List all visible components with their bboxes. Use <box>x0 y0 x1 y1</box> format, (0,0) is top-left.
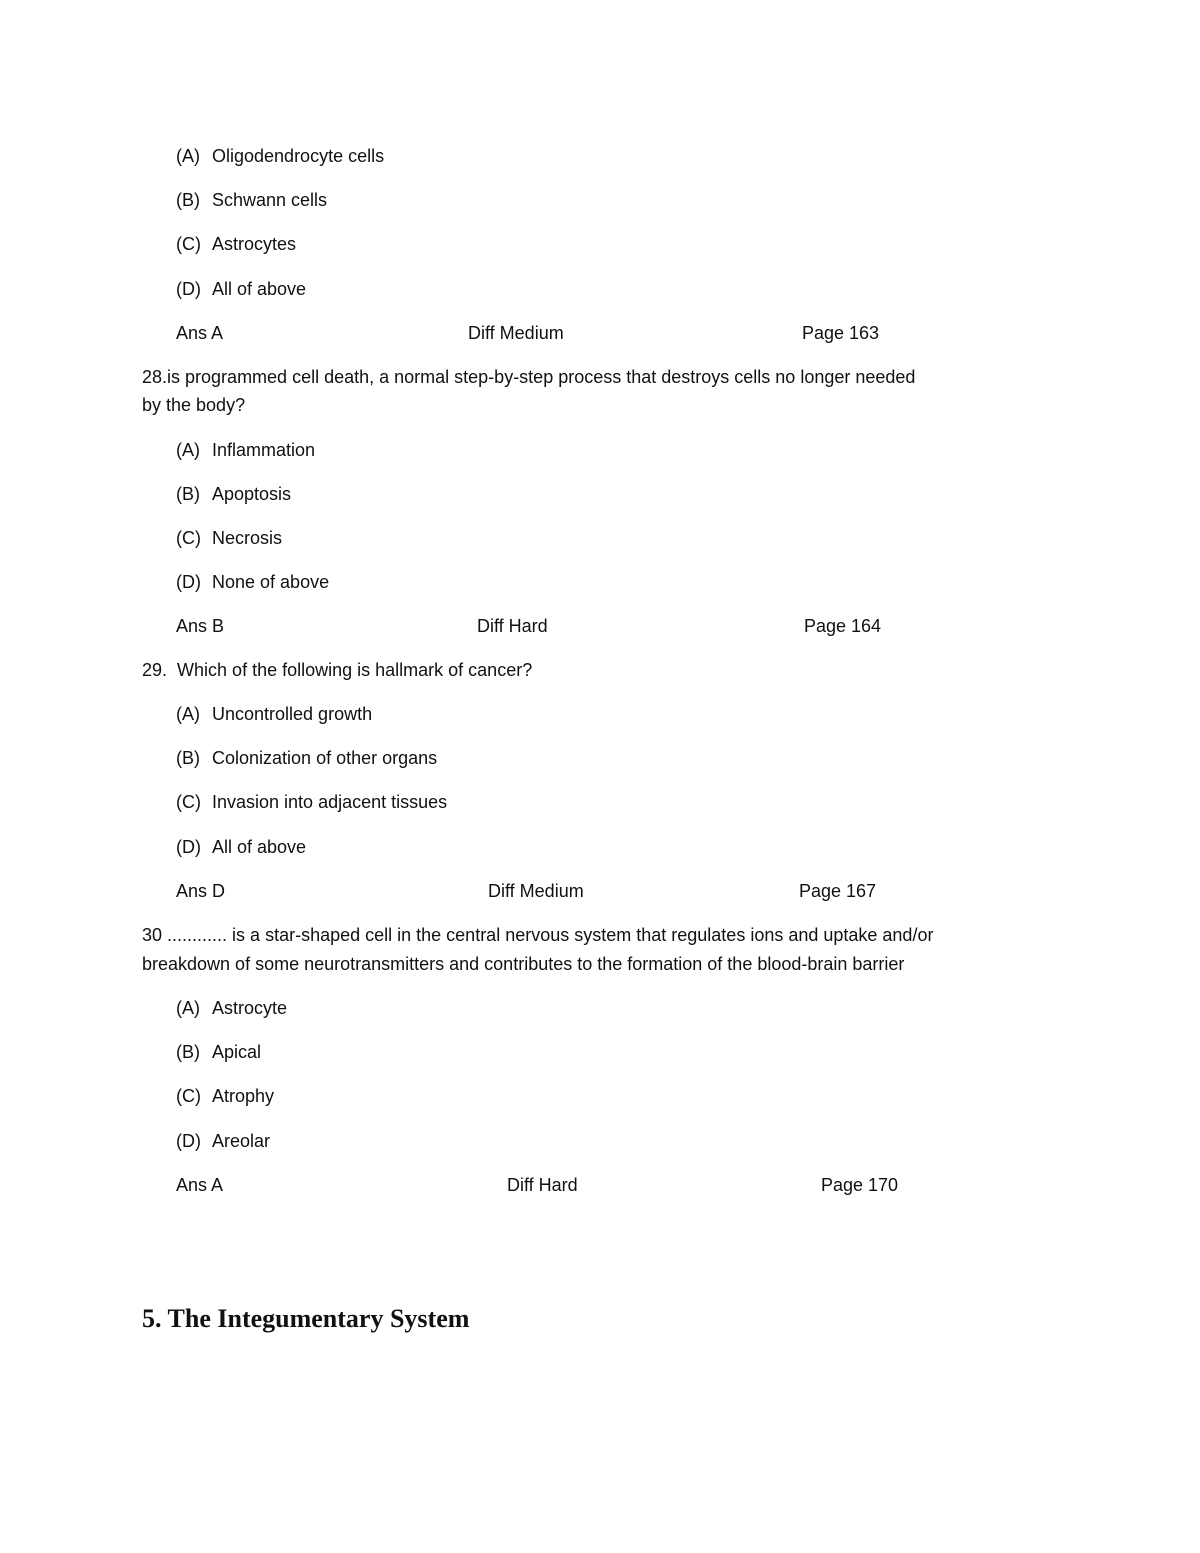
question-text: Which of the following is hallmark of cancer? <box>177 660 533 680</box>
q30-option-c <box>176 1084 274 1108</box>
q29-question-line1 <box>142 658 1042 682</box>
q29-option-b <box>176 746 437 770</box>
question-text: ............ is a star-shaped cell in the central nervous system that regulates ions and uptake and/or <box>167 925 934 945</box>
page-label: Page 170 <box>821 1175 899 1195</box>
option-letter: (B) <box>176 748 200 768</box>
option-text: Atrophy <box>212 1086 275 1106</box>
q28-question-line1 <box>142 365 1042 389</box>
option-text: Astrocytes <box>212 234 297 254</box>
q29-option-a <box>176 702 372 726</box>
option-letter: (D) <box>176 279 201 299</box>
difficulty-label: Diff Hard <box>507 1175 578 1195</box>
q27-answer-row <box>0 321 1200 345</box>
answer-label: Ans D <box>176 881 226 901</box>
q27-option-c <box>176 232 296 256</box>
option-text: Astrocyte <box>212 998 288 1018</box>
q30-option-b <box>176 1040 261 1064</box>
q30-question-line1 <box>142 923 933 947</box>
q28-option-d <box>176 570 329 594</box>
option-letter: (C) <box>176 528 201 548</box>
option-letter: (D) <box>176 1131 201 1151</box>
option-text: Oligodendrocyte cells <box>212 146 385 166</box>
answer-label: Ans A <box>176 323 224 343</box>
q28-answer-row <box>0 614 1200 638</box>
q29-answer-row <box>0 879 1200 903</box>
question-number: 30 <box>142 925 163 945</box>
answer-label: Ans A <box>176 1175 224 1195</box>
option-letter: (A) <box>176 998 200 1018</box>
option-text: None of above <box>212 572 330 592</box>
option-letter: (B) <box>176 190 200 210</box>
q27-option-a <box>176 144 384 168</box>
q28-question-line2 <box>142 393 1042 417</box>
q29-option-d <box>176 835 306 859</box>
section-heading: 5. The Integumentary System <box>142 1304 470 1333</box>
question-text: is programmed cell death, a normal step-by-step process that destroys cells no longer needed <box>167 367 916 387</box>
question-number: 28. <box>142 367 168 387</box>
question-text: by the body? <box>142 395 246 415</box>
option-text: Schwann cells <box>212 190 328 210</box>
option-letter: (D) <box>176 572 201 592</box>
option-text: Areolar <box>212 1131 271 1151</box>
option-text: Apical <box>212 1042 262 1062</box>
option-text: All of above <box>212 837 307 857</box>
option-text: All of above <box>212 279 307 299</box>
option-text: Necrosis <box>212 528 283 548</box>
option-letter: (B) <box>176 484 200 504</box>
option-text: Inflammation <box>212 440 316 460</box>
difficulty-label: Diff Medium <box>468 323 564 343</box>
page-label: Page 167 <box>799 881 877 901</box>
page-label: Page 164 <box>804 616 882 636</box>
q27-option-b <box>176 188 327 212</box>
option-letter: (C) <box>176 1086 201 1106</box>
q30-option-d <box>176 1129 270 1153</box>
q29-option-c <box>176 790 447 814</box>
page-label: Page 163 <box>802 323 880 343</box>
option-letter: (C) <box>176 792 201 812</box>
option-text: Colonization of other organs <box>212 748 438 768</box>
q30-option-a <box>176 996 287 1020</box>
option-text: Apoptosis <box>212 484 292 504</box>
q30-answer-row <box>0 1173 1200 1197</box>
option-letter: (A) <box>176 146 200 166</box>
option-letter: (B) <box>176 1042 200 1062</box>
difficulty-label: Diff Medium <box>488 881 584 901</box>
option-letter: (C) <box>176 234 201 254</box>
q28-option-a <box>176 438 315 462</box>
question-text: breakdown of some neurotransmitters and contributes to the formation of the blood-brain barrier <box>142 954 905 974</box>
q27-option-d <box>176 277 306 301</box>
option-letter: (A) <box>176 440 200 460</box>
question-number: 29. <box>142 660 168 680</box>
q28-option-c <box>176 526 282 550</box>
q28-option-b <box>176 482 291 506</box>
q30-question-line2 <box>142 952 904 976</box>
option-letter: (D) <box>176 837 201 857</box>
answer-label: Ans B <box>176 616 225 636</box>
option-letter: (A) <box>176 704 200 724</box>
difficulty-label: Diff Hard <box>477 616 548 636</box>
option-text: Uncontrolled growth <box>212 704 373 724</box>
option-text: Invasion into adjacent tissues <box>212 792 448 812</box>
